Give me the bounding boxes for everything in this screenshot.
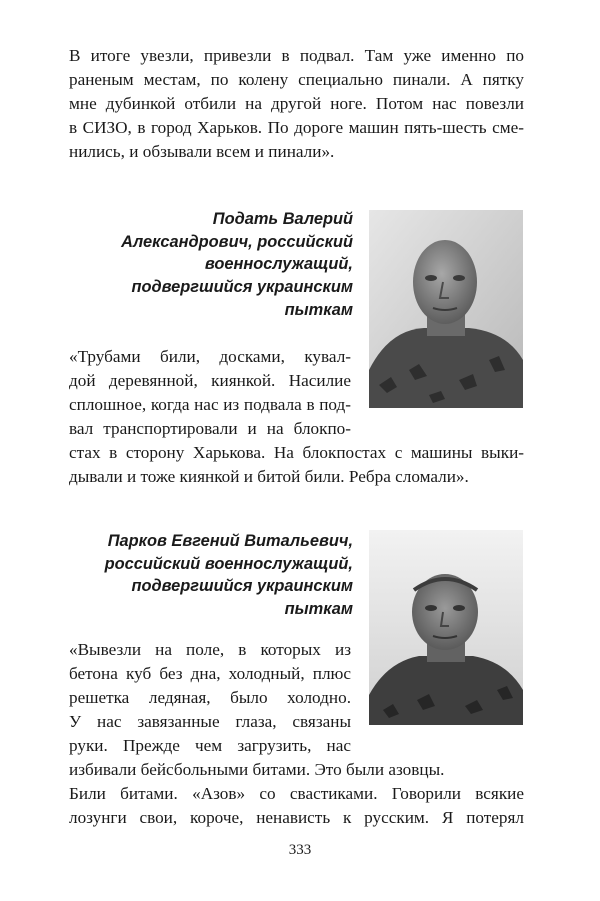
text-line: избивали бейсбольными битами. Это были азовцы. <box>69 760 445 779</box>
text-line: раненым местам, по колену специально пинали. А пятку <box>69 70 524 89</box>
heading-line: Подать Валерий <box>212 210 353 228</box>
text-line: Били битами. «Азов» со свастиками. Говорили всякие <box>69 784 524 803</box>
text-line: бетона куб без дна, холодный, плюс <box>69 664 351 683</box>
heading-line: военнослужащий, <box>204 255 353 274</box>
profile-heading <box>105 530 353 621</box>
text-line: мне дубинкой отбили на другой ноге. Потом нас повезли <box>69 94 524 113</box>
text-line: дывали и тоже киянкой и битой били. Ребра сломали». <box>69 467 469 486</box>
text-line: У нас завязанные глаза, связаны <box>69 712 351 731</box>
text-line: дой деревянной, киянкой. Насилие <box>69 371 351 390</box>
text-line: нились, и обзывали всем и пинали». <box>69 142 335 161</box>
portrait-photo <box>369 210 523 408</box>
profile-heading <box>121 208 353 322</box>
text-line: «Трубами били, досками, кувал- <box>69 347 351 366</box>
text-line: лозунги свои, короче, ненависть к русским. Я потерял <box>69 808 524 827</box>
heading-line: российский военнослужащий, <box>104 554 353 573</box>
portrait-photo <box>369 530 523 725</box>
heading-line: подвергшийся украинским <box>131 577 353 596</box>
heading-line: Александрович, российский <box>121 232 353 251</box>
page-number: 333 <box>288 842 312 858</box>
text-line: руки. Прежде чем загрузить, нас <box>69 736 351 755</box>
heading-line: подвергшийся украинским <box>131 278 353 297</box>
person-portrait-icon <box>369 210 523 408</box>
text-line: стах в сторону Харькова. На блокпостах с машины выки- <box>69 443 524 462</box>
text-line: В итоге увезли, привезли в подвал. Там уже именно по <box>69 46 524 65</box>
heading-line: Парков Евгений Витальевич, <box>107 532 353 550</box>
heading-line: пыткам <box>284 300 353 319</box>
person-portrait-icon <box>369 530 523 725</box>
text-line: в СИЗО, в город Харьков. По дороге машин пять-шесть сме- <box>69 118 524 137</box>
text-line: сплошное, когда нас из подвала в под- <box>69 395 351 414</box>
text-line: решетка ледяная, было холодно. <box>69 688 351 707</box>
text-line: вал транспортировали и на блокпо- <box>69 419 351 438</box>
heading-line: пыткам <box>284 600 353 619</box>
text-line: «Вывезли на поле, в которых из <box>69 640 351 659</box>
